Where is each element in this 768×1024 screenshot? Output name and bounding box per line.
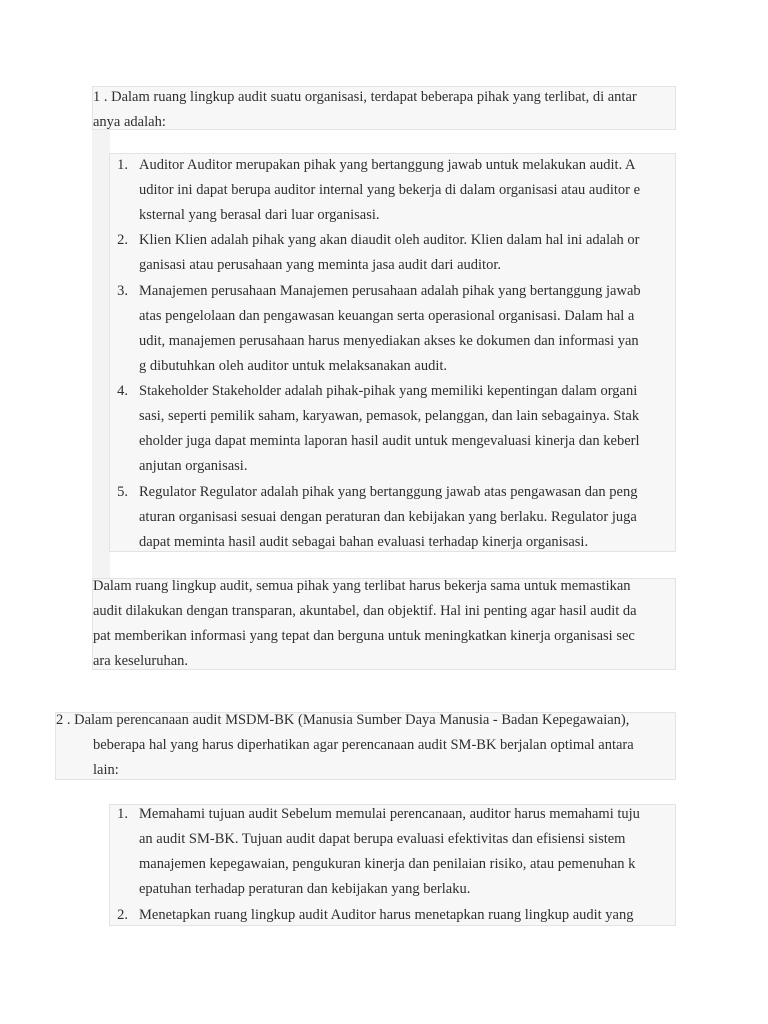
list-item-number: 3. (117, 283, 128, 299)
list-item-line: atas pengelolaan dan pengawasan keuangan serta operasional organisasi. Dalam hal a (139, 308, 635, 324)
list-item-line: Manajemen perusahaan Manajemen perusahaan adalah pihak yang bertanggung jawab (139, 283, 641, 299)
list-item-line: uditor ini dapat berupa auditor internal yang bekerja di dalam organisasi atau auditor e (139, 182, 641, 198)
section2-intro-line: lain: (93, 762, 119, 778)
conclusion-line: Dalam ruang lingkup audit, semua pihak yang terlibat harus bekerja sama untuk memastikan (93, 578, 631, 594)
conclusion-line: audit dilakukan dengan transparan, akuntabel, dan objektif. Hal ini penting agar hasil audit da (93, 603, 637, 619)
list-item-line: Auditor Auditor merupakan pihak yang bertanggung jawab untuk melakukan audit. A (139, 157, 636, 173)
list-item-line: Regulator Regulator adalah pihak yang bertanggung jawab atas pengawasan dan peng (139, 484, 638, 500)
list-item-number: 2. (117, 232, 128, 248)
section1-intro-line: anya adalah: (93, 114, 166, 130)
list-item-number: 1. (117, 806, 128, 822)
list-item-line: Memahami tujuan audit Sebelum memulai perencanaan, auditor harus memahami tuju (139, 806, 640, 822)
section2-intro-line: 2 . Dalam perencanaan audit MSDM-BK (Manusia Sumber Daya Manusia - Badan Kepegawaian), (56, 712, 630, 728)
conclusion-line: pat memberikan informasi yang tepat dan berguna untuk meningkatkan kinerja organisasi sec (93, 628, 635, 644)
list-item-line: Klien Klien adalah pihak yang akan diaudit oleh auditor. Klien dalam hal ini adalah or (139, 232, 640, 248)
list-item-line: eholder juga dapat meminta laporan hasil audit untuk mengevaluasi kinerja dan keberl (139, 433, 640, 449)
list-item-number: 4. (117, 383, 128, 399)
list-item-line: aturan organisasi sesuai dengan peraturan dan kebijakan yang berlaku. Regulator juga (139, 509, 637, 525)
list-item-line: Stakeholder Stakeholder adalah pihak-pihak yang memiliki kepentingan dalam organi (139, 383, 638, 399)
list-item-line: ganisasi atau perusahaan yang meminta jasa audit dari auditor. (139, 257, 501, 273)
list-item-line: Menetapkan ruang lingkup audit Auditor harus menetapkan ruang lingkup audit yang (139, 907, 634, 923)
list-item-number: 5. (117, 484, 128, 500)
list-item-line: udit, manajemen perusahaan harus menyediakan akses ke dokumen dan informasi yan (139, 333, 639, 349)
list-item-number: 2. (117, 907, 128, 923)
list-item-line: manajemen kepegawaian, pengukuran kinerja dan penilaian risiko, atau pemenuhan k (139, 856, 636, 872)
list-item-line: epatuhan terhadap peraturan dan kebijakan yang berlaku. (139, 881, 471, 897)
list-item-line: sasi, seperti pemilik saham, karyawan, pemasok, pelanggan, dan lain sebagainya. Stak (139, 408, 640, 424)
list-item-line: dapat meminta hasil audit sebagai bahan evaluasi terhadap kinerja organisasi. (139, 534, 589, 550)
list-item-line: an audit SM-BK. Tujuan audit dapat berupa evaluasi efektivitas dan efisiensi sistem (139, 831, 626, 847)
list-item-line: ksternal yang berasal dari luar organisasi. (139, 207, 380, 223)
list-item-number: 1. (117, 157, 128, 173)
list-item-line: g dibutuhkan oleh auditor untuk melaksanakan audit. (139, 358, 448, 374)
section1-intro-line: 1 . Dalam ruang lingkup audit suatu organisasi, terdapat beberapa pihak yang terlibat, di antar (93, 89, 637, 105)
list-item-line: anjutan organisasi. (139, 458, 248, 474)
section1-shade (92, 130, 110, 578)
conclusion-line: ara keseluruhan. (93, 653, 189, 669)
section2-intro-line: beberapa hal yang harus diperhatikan agar perencanaan audit SM-BK berjalan optimal antara (93, 737, 634, 753)
